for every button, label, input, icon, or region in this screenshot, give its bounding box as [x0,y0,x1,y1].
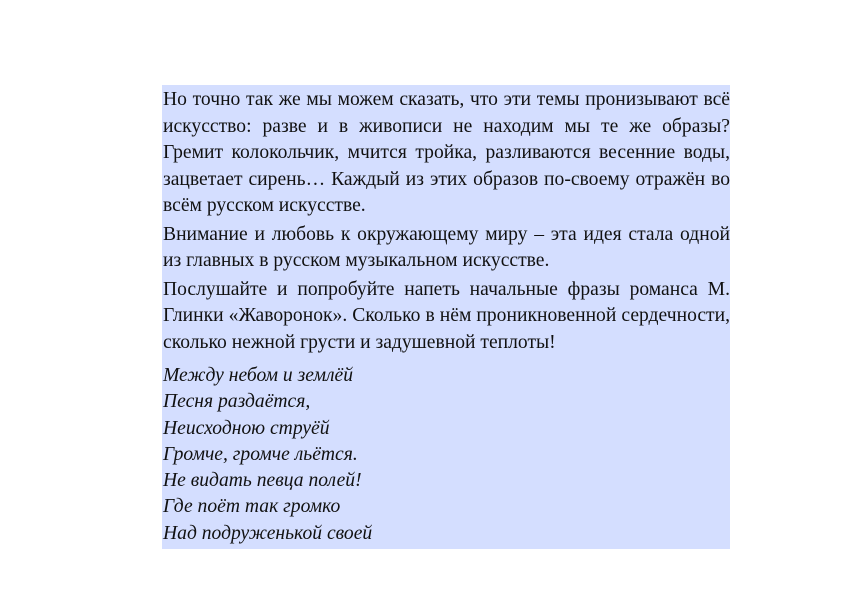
paragraph-love-of-world: Внимание и любовь к окружающему миру – эта идея стала одной из главных в русском музыкальном искусстве. [163,223,730,271]
poem-line: Не видать певца полей! [163,470,362,492]
poem-line: Над подруженькой своей [163,522,373,544]
poem-line: Громче, громче льётся. [163,443,358,465]
poem-line: Где поёт так громко [163,496,341,518]
paragraph-themes: Но точно так же мы можем сказать, что эти темы пронизывают всё искусство: разве и в живописи не находим мы те же образы? Гремит колокольчик, мчится тройка, разливаются весенние воды, зацветает сирень… Каждый из этих образов по-своему отражён во всём русском искусстве. [163,89,730,216]
poem-excerpt [163,363,730,547]
poem-line: Неисходною струёй [163,417,330,439]
paragraph-glinka-romance: Послушайте и попробуйте напеть начальные фразы романса М. Глинки «Жаворонок». Сколько в нём проникновенной сердечности, сколько нежной грусти и задушевной теплоты! [163,278,730,353]
poem-line: Между небом и землёй [163,365,354,386]
text-block [162,85,730,549]
poem-line: Песня раздаётся, [163,391,311,413]
